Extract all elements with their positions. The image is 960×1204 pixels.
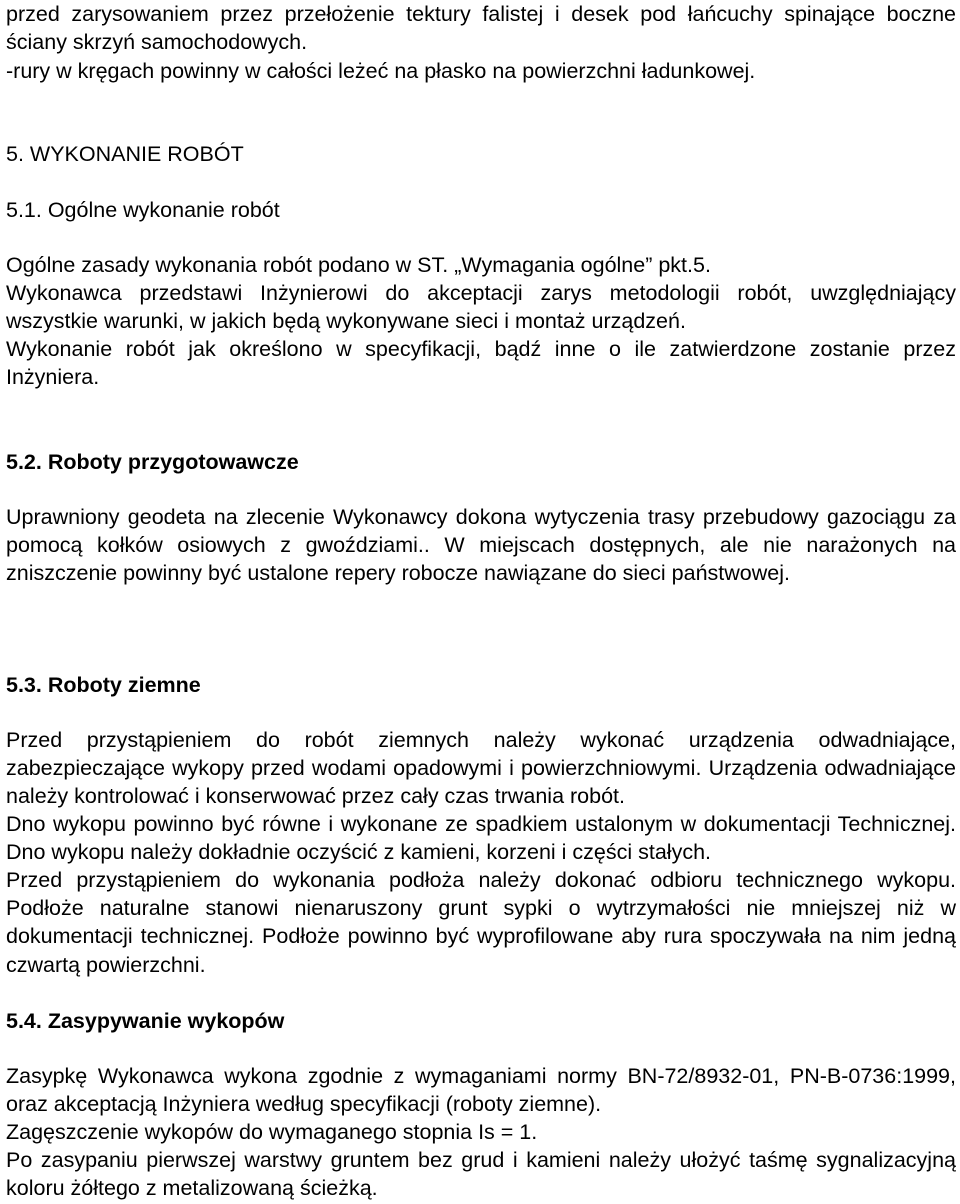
- section-5-1-paragraph-3: Wykonanie robót jak określono w specyfikacji, bądź inne o ile zatwierdzone zostanie przez Inżyniera.: [6, 337, 956, 390]
- section-5-4-paragraph-2: Zagęszczenie wykopów do wymaganego stopnia Is = 1.: [6, 1120, 538, 1144]
- section-5-3-paragraph-1: Przed przystąpieniem do robót ziemnych należy wykonać urządzenia odwadniające, zabezpieczające wykopy przed wodami opadowymi i powierzchniowymi. Urządzenia odwadniające należy kontrolować i konserwować przez cały czas trwania robót.: [6, 728, 956, 809]
- section-5-1-paragraph-1: Ogólne zasady wykonania robót podano w ST. „Wymagania ogólne” pkt.5.: [6, 253, 711, 277]
- section-5-4-heading: 5.4. Zasypywanie wykopów: [6, 1009, 285, 1033]
- section-5-3-heading: 5.3. Roboty ziemne: [6, 673, 201, 697]
- intro-paragraph: przed zarysowaniem przez przełożenie tektury falistej i desek pod łańcuchy spinające boczne ściany skrzyń samochodowych.: [6, 2, 956, 55]
- section-5-4-paragraph-3: Po zasypaniu pierwszej warstwy gruntem bez grud i kamieni należy ułożyć taśmę sygnalizacyjną koloru żółtego z metalizowaną ścieżką.: [6, 1148, 956, 1201]
- section-5-4-paragraph-1: Zasypkę Wykonawca wykona zgodnie z wymaganiami normy BN-72/8932-01, PN-B-0736:1999, oraz akceptacją Inżyniera według specyfikacji (roboty ziemne).: [6, 1064, 956, 1117]
- section-5-3-paragraph-2: Dno wykopu powinno być równe i wykonane ze spadkiem ustalonym w dokumentacji Technicznej. Dno wykopu należy dokładnie oczyścić z kamieni, korzeni i części stałych.: [6, 812, 956, 865]
- section-5-1-heading: 5.1. Ogólne wykonanie robót: [6, 198, 280, 222]
- section-5-1-paragraph-2: Wykonawca przedstawi Inżynierowi do akceptacji zarys metodologii robót, uwzględniający wszystkie warunki, w jakich będą wykonywane sieci i montaż urządzeń.: [6, 281, 956, 334]
- section-5-2-heading: 5.2. Roboty przygotowawcze: [6, 450, 299, 474]
- section-5-2-paragraph-1: Uprawniony geodeta na zlecenie Wykonawcy dokona wytyczenia trasy przebudowy gazociągu za pomocą kołków osiowych z gwoździami.. W miejscach dostępnych, ale nie narażonych na zniszczenie powinny być ustalone repery robocze nawiązane do sieci państwowej.: [6, 505, 956, 586]
- intro-rury-paragraph: -rury w kręgach powinny w całości leżeć na płasko na powierzchni ładunkowej.: [6, 59, 756, 83]
- section-5-heading: 5. WYKONANIE ROBÓT: [6, 142, 244, 166]
- section-5-3-paragraph-3: Przed przystąpieniem do wykonania podłoża należy dokonać odbioru technicznego wykopu. Podłoże naturalne stanowi nienaruszony grunt sypki o wytrzymałości nie mniejszej niż w dokumentacji technicznej. Podłoże powinno być wyprofilowane aby rura spoczywała na nim jedną czwartą powierzchni.: [6, 868, 956, 977]
